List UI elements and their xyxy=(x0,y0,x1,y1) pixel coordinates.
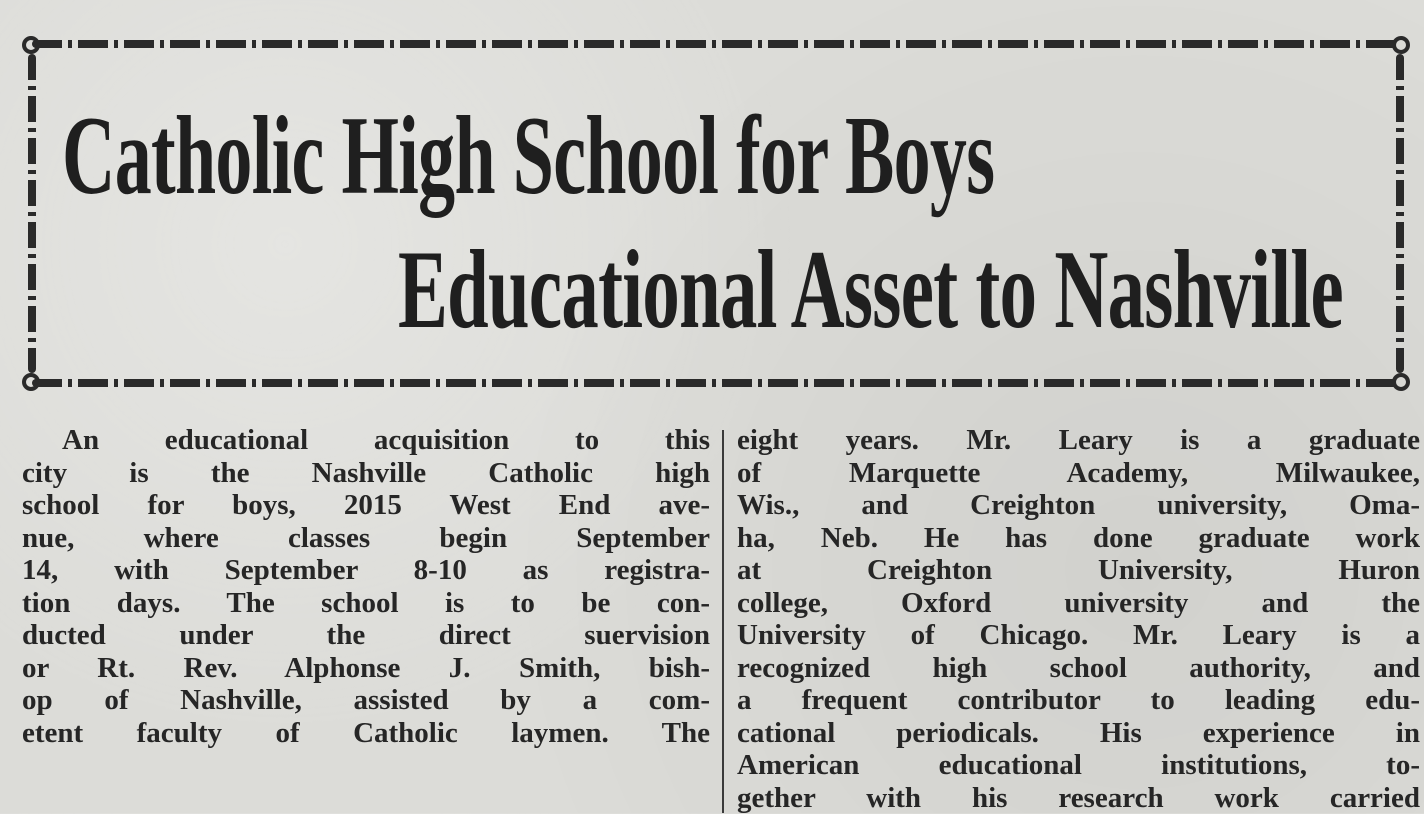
left-rule xyxy=(28,54,36,373)
text-line: An educational acquisition to this xyxy=(22,424,710,457)
text-line: a frequent contributor to leading edu- xyxy=(737,684,1420,717)
column-divider xyxy=(722,430,724,813)
text-line: American educational institutions, to- xyxy=(737,749,1420,782)
top-rule xyxy=(32,40,1400,48)
corner-ornament xyxy=(1392,373,1410,391)
text-line: school for boys, 2015 West End ave- xyxy=(22,489,710,522)
article-column-2 xyxy=(737,424,1420,814)
text-line: recognized high school authority, and xyxy=(737,652,1420,685)
headline-line-1: Catholic High School for Boys xyxy=(62,92,994,221)
article-column-1 xyxy=(22,424,710,749)
text-line: at Creighton University, Huron xyxy=(737,554,1420,587)
text-line: Wis., and Creighton university, Oma- xyxy=(737,489,1420,522)
corner-ornament xyxy=(22,36,40,54)
headline-border xyxy=(22,36,1410,391)
text-line: of Marquette Academy, Milwaukee, xyxy=(737,457,1420,490)
headline-line-2: Educational Asset to Nashville xyxy=(398,226,1343,355)
text-line: 14, with September 8-10 as registra- xyxy=(22,554,710,587)
text-line: nue, where classes begin September xyxy=(22,522,710,555)
text-line: gether with his research work carried xyxy=(737,782,1420,814)
corner-ornament xyxy=(22,373,40,391)
right-rule xyxy=(1396,54,1404,373)
text-line: cational periodicals. His experience in xyxy=(737,717,1420,750)
text-line: op of Nashville, assisted by a com- xyxy=(22,684,710,717)
text-line: tion days. The school is to be con- xyxy=(22,587,710,620)
text-line: ducted under the direct suervision xyxy=(22,619,710,652)
text-line: city is the Nashville Catholic high xyxy=(22,457,710,490)
text-line: ha, Neb. He has done graduate work xyxy=(737,522,1420,555)
text-line: University of Chicago. Mr. Leary is a xyxy=(737,619,1420,652)
text-line: or Rt. Rev. Alphonse J. Smith, bish- xyxy=(22,652,710,685)
bottom-rule xyxy=(32,379,1400,387)
corner-ornament xyxy=(1392,36,1410,54)
text-line: etent faculty of Catholic laymen. The xyxy=(22,717,710,750)
text-line: eight years. Mr. Leary is a graduate xyxy=(737,424,1420,457)
text-line: college, Oxford university and the xyxy=(737,587,1420,620)
